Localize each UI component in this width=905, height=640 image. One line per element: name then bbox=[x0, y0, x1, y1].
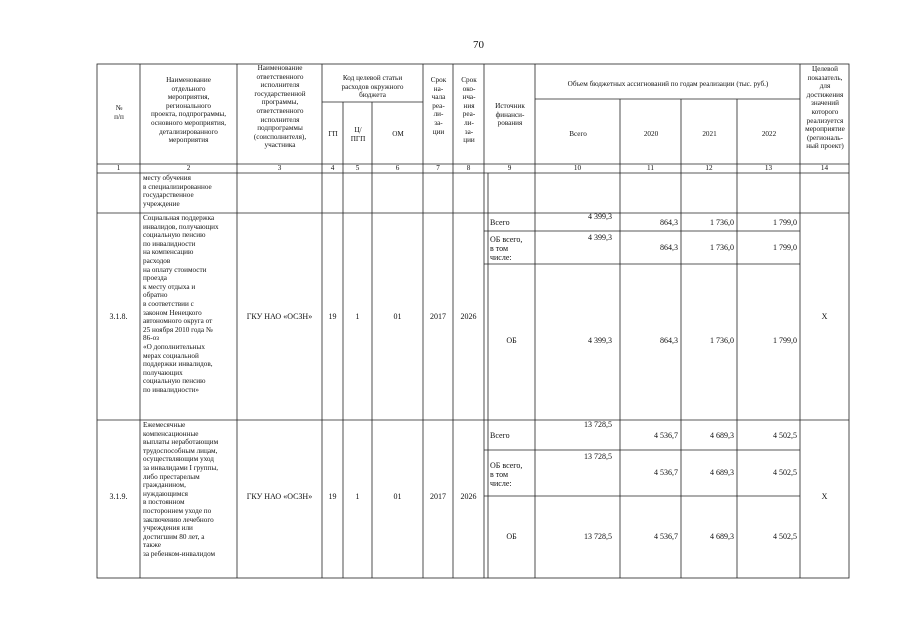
col-number-10: 10 bbox=[573, 164, 582, 172]
row-3-1-9-total-all: 13 728,5 bbox=[584, 420, 612, 429]
row-3-1-8-target: X bbox=[821, 312, 828, 321]
row-3-1-8-gp: 19 bbox=[328, 312, 337, 321]
col-number-7: 7 bbox=[436, 164, 440, 172]
header-total: Всего bbox=[569, 130, 587, 138]
row-3-1-8-ob-sub-2021: 1 736,0 bbox=[710, 336, 734, 345]
row-3-1-9-end: 2026 bbox=[460, 492, 477, 501]
col-number-4: 4 bbox=[330, 164, 335, 172]
row-3-1-8-source-ob: ОБ bbox=[506, 336, 517, 345]
row-3-1-9-ob-2020: 4 536,7 bbox=[654, 468, 678, 477]
col-number-12: 12 bbox=[705, 164, 713, 172]
header-code: Код целевой статьи расходов окружного бюджета bbox=[341, 74, 404, 100]
page-number: 70 bbox=[473, 39, 484, 51]
col-number-11: 11 bbox=[647, 164, 654, 172]
row-3-1-8-ob-all: 4 399,3 bbox=[588, 233, 612, 242]
header-2020: 2020 bbox=[643, 130, 659, 138]
row-3-1-8-responsible: ГКУ НАО «ОСЗН» bbox=[246, 312, 313, 321]
continuation-text: месту обучения в специализированное государственное учреждение bbox=[143, 174, 212, 208]
row-3-1-8-ob-2020: 864,3 bbox=[660, 243, 678, 252]
row-3-1-9-total-2021: 4 689,3 bbox=[710, 431, 734, 440]
header-source: Источник финанси- рования bbox=[495, 102, 525, 128]
row-3-1-8-number: 3.1.8. bbox=[109, 312, 128, 321]
row-3-1-9-ob-2021: 4 689,3 bbox=[710, 468, 734, 477]
row-3-1-8-ob-2022: 1 799,0 bbox=[773, 243, 797, 252]
header-2022: 2022 bbox=[761, 130, 777, 138]
header-responsible: Наименование ответственного исполнителя государственной программы, ответственного исполнителя подпрограммы (соисполнителя), участника bbox=[253, 64, 307, 150]
row-3-1-8-total-2022: 1 799,0 bbox=[773, 218, 797, 227]
row-3-1-9-start: 2017 bbox=[430, 492, 446, 501]
row-3-1-9-source-ob: ОБ bbox=[506, 532, 517, 541]
header-gp: ГП bbox=[328, 130, 338, 138]
row-3-1-9-name: Ежемесячные компенсационные выплаты неработающим трудоспособным лицам, осуществляющим уход за инвалидами I группы, либо престарелым гражданином, нуждающимся в постоянном постороннем уходе по заключению лечебного учреждения или достигшим 80 лет, а также за ребенком-инвалидом bbox=[143, 421, 219, 558]
row-3-1-8-cpgp: 1 bbox=[355, 312, 360, 321]
col-number-3: 3 bbox=[277, 164, 282, 172]
header-target: Целевой показатель, для достижения значений которого реализуется мероприятие (региональ- ный проект) bbox=[805, 65, 845, 151]
row-3-1-9-om: 01 bbox=[393, 492, 402, 501]
row-3-1-8-ob-sub-2022: 1 799,0 bbox=[773, 336, 797, 345]
row-3-1-9-ob-sub-2022: 4 502,5 bbox=[773, 532, 797, 541]
row-3-1-8-start: 2017 bbox=[430, 312, 446, 321]
row-3-1-8-ob-sub-all: 4 399,3 bbox=[588, 336, 612, 345]
header-start: Срок на- чала реа- ли- за- ции bbox=[430, 76, 447, 136]
header-end: Срок око- нча- ния реа- ли- за- ции bbox=[461, 76, 477, 145]
row-3-1-8-source-ob-total: ОБ всего, в том числе: bbox=[490, 235, 523, 262]
row-3-1-9-target: X bbox=[821, 492, 828, 501]
col-number-6: 6 bbox=[395, 164, 400, 172]
row-3-1-9-source-ob-total: ОБ всего, в том числе: bbox=[490, 461, 523, 488]
row-3-1-9-gp: 19 bbox=[328, 492, 337, 501]
col-number-8: 8 bbox=[466, 164, 471, 172]
row-3-1-9-total-2020: 4 536,7 bbox=[654, 431, 678, 440]
col-number-5: 5 bbox=[355, 164, 360, 172]
row-3-1-8-ob-2021: 1 736,0 bbox=[710, 243, 734, 252]
row-3-1-9-cpgp: 1 bbox=[355, 492, 360, 501]
row-3-1-9-responsible: ГКУ НАО «ОСЗН» bbox=[246, 492, 313, 501]
row-3-1-8-ob-sub-2020: 864,3 bbox=[660, 336, 678, 345]
row-3-1-9-ob-2022: 4 502,5 bbox=[773, 468, 797, 477]
row-3-1-8-om: 01 bbox=[393, 312, 402, 321]
row-3-1-9-ob-all: 13 728,5 bbox=[584, 452, 612, 461]
col-number-14: 14 bbox=[820, 164, 829, 172]
row-3-1-9-total-2022: 4 502,5 bbox=[773, 431, 797, 440]
col-number-13: 13 bbox=[764, 164, 773, 172]
header-om: ОМ bbox=[392, 130, 404, 138]
col-number-9: 9 bbox=[507, 164, 512, 172]
row-3-1-9-ob-sub-2021: 4 689,3 bbox=[710, 532, 734, 541]
row-3-1-9-number: 3.1.9. bbox=[109, 492, 128, 501]
header-cpgp: Ц/ ПГП bbox=[350, 126, 366, 143]
row-3-1-9-ob-sub-2020: 4 536,7 bbox=[654, 532, 678, 541]
row-3-1-8-total-all: 4 399,3 bbox=[588, 212, 612, 221]
row-3-1-9-ob-sub-all: 13 728,5 bbox=[584, 532, 612, 541]
header-num: № п/п bbox=[114, 104, 124, 121]
row-3-1-8-name: Социальная поддержка инвалидов, получающих социальную пенсию по инвалидности на компенсацию расходов на оплату стоимости проезда к месту отдыха и обратно в соответствии с законом Ненецкого автономного округа от 25 ноября 2010 года № 86-оз «О дополнительных мерах социальной поддержки инвалидов, получающих социальную пенсию по инвалидности» bbox=[143, 214, 219, 394]
header-name: Наименование отдельного мероприятия, регионального проекта, подпрограммы, основного мероприятия, детализированного мероприятия bbox=[150, 76, 227, 145]
row-3-1-8-total-2020: 864,3 bbox=[660, 218, 678, 227]
row-3-1-8-total-2021: 1 736,0 bbox=[710, 218, 734, 227]
header-volume: Объем бюджетных ассигнований по годам реализации (тыс. руб.) bbox=[567, 80, 769, 88]
row-3-1-9-source-total: Всего bbox=[490, 431, 510, 440]
col-number-2: 2 bbox=[186, 164, 191, 172]
header-2021: 2021 bbox=[702, 130, 717, 138]
col-number-1: 1 bbox=[116, 164, 121, 172]
row-3-1-8-end: 2026 bbox=[460, 312, 477, 321]
row-3-1-8-source-total: Всего bbox=[490, 218, 510, 227]
